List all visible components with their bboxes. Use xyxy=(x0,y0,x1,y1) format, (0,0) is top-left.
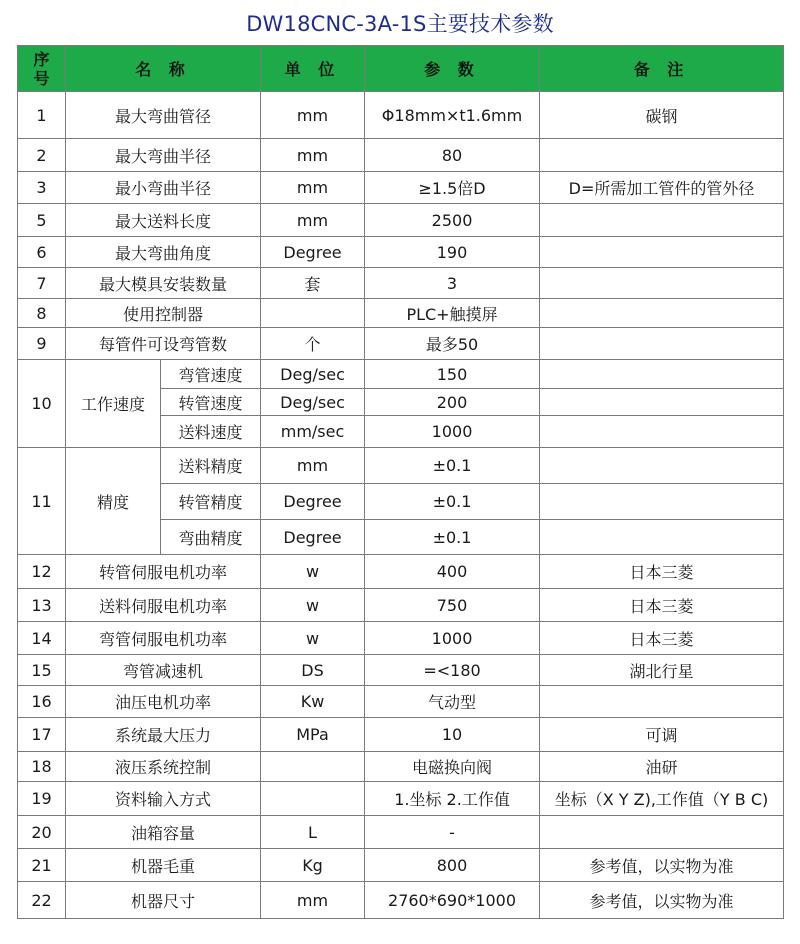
table-row xyxy=(18,752,784,782)
page-title: DW18CNC-3A-1S主要技术参数 xyxy=(246,12,554,36)
row-name: 机器尺寸 xyxy=(66,882,261,919)
row-no: 13 xyxy=(18,589,66,622)
row-name: 机器毛重 xyxy=(66,849,261,882)
row-name: 转管伺服电机功率 xyxy=(66,555,261,589)
row-name: 油压电机功率 xyxy=(66,686,261,718)
row-name: 最小弯曲半径 xyxy=(66,172,261,204)
row-no: 14 xyxy=(18,622,66,655)
header-name: 名 称 xyxy=(66,46,261,92)
table-row xyxy=(18,882,784,919)
sub-name: 送料速度 xyxy=(161,416,261,448)
row-unit: mm xyxy=(261,92,365,139)
row-unit: mm xyxy=(261,172,365,204)
row-unit: 套 xyxy=(261,268,365,299)
row-name: 最大送料长度 xyxy=(66,204,261,237)
table-row xyxy=(18,237,784,268)
sub-remark xyxy=(540,360,784,389)
sub-param: 150 xyxy=(365,360,540,389)
row-unit: w xyxy=(261,622,365,655)
table-row xyxy=(18,718,784,752)
row-unit xyxy=(261,299,365,328)
row-name: 最大模具安装数量 xyxy=(66,268,261,299)
sub-remark xyxy=(540,416,784,448)
row-remark: 日本三菱 xyxy=(540,589,784,622)
row-remark: D=所需加工管件的管外径 xyxy=(540,172,784,204)
row-unit: DS xyxy=(261,655,365,686)
sub-unit: Deg/sec xyxy=(261,389,365,416)
row-no: 3 xyxy=(18,172,66,204)
row-param: 1.坐标 2.工作值 xyxy=(365,782,540,816)
row-param: =<180 xyxy=(365,655,540,686)
row-remark xyxy=(540,204,784,237)
group-label: 精度 xyxy=(66,448,161,555)
table-row xyxy=(18,360,784,389)
row-no: 19 xyxy=(18,782,66,816)
row-remark xyxy=(540,299,784,328)
row-unit: mm xyxy=(261,139,365,172)
row-unit xyxy=(261,782,365,816)
sub-param: ±0.1 xyxy=(365,448,540,484)
row-unit: Kw xyxy=(261,686,365,718)
row-unit xyxy=(261,752,365,782)
row-param: 80 xyxy=(365,139,540,172)
table-row xyxy=(18,299,784,328)
row-remark xyxy=(540,268,784,299)
row-name: 送料伺服电机功率 xyxy=(66,589,261,622)
sub-remark xyxy=(540,520,784,555)
sub-name: 转管速度 xyxy=(161,389,261,416)
table-row xyxy=(18,589,784,622)
row-name: 最大弯曲角度 xyxy=(66,237,261,268)
sub-name: 送料精度 xyxy=(161,448,261,484)
row-name: 最大弯曲管径 xyxy=(66,92,261,139)
sub-param: ±0.1 xyxy=(365,484,540,520)
row-param: 气动型 xyxy=(365,686,540,718)
row-remark: 碳钢 xyxy=(540,92,784,139)
row-name: 弯管减速机 xyxy=(66,655,261,686)
header-seq-top: 序 xyxy=(33,49,50,69)
row-unit: mm xyxy=(261,204,365,237)
table-row xyxy=(18,555,784,589)
table-row xyxy=(18,816,784,849)
sub-name: 转管精度 xyxy=(161,484,261,520)
sub-unit: Degree xyxy=(261,520,365,555)
row-remark xyxy=(540,237,784,268)
table-row xyxy=(18,849,784,882)
sub-param: 200 xyxy=(365,389,540,416)
row-remark xyxy=(540,139,784,172)
row-unit: 个 xyxy=(261,328,365,360)
sub-unit: mm/sec xyxy=(261,416,365,448)
row-remark: 参考值，以实物为准 xyxy=(540,849,784,882)
row-remark: 湖北行星 xyxy=(540,655,784,686)
row-param: 10 xyxy=(365,718,540,752)
row-no: 1 xyxy=(18,92,66,139)
row-param: 2500 xyxy=(365,204,540,237)
row-param: 750 xyxy=(365,589,540,622)
row-no: 22 xyxy=(18,882,66,919)
sub-remark xyxy=(540,448,784,484)
row-no: 21 xyxy=(18,849,66,882)
row-no: 9 xyxy=(18,328,66,360)
row-no: 5 xyxy=(18,204,66,237)
row-remark xyxy=(540,686,784,718)
sub-param: ±0.1 xyxy=(365,520,540,555)
row-param: 800 xyxy=(365,849,540,882)
row-remark: 油研 xyxy=(540,752,784,782)
table-row xyxy=(18,448,784,484)
table-row xyxy=(18,172,784,204)
row-param: 2760*690*1000 xyxy=(365,882,540,919)
header-remark: 备 注 xyxy=(540,46,784,92)
sub-remark xyxy=(540,389,784,416)
row-remark: 可调 xyxy=(540,718,784,752)
row-remark: 坐标（X Y Z),工作值（Y B C) xyxy=(540,782,784,816)
row-unit: L xyxy=(261,816,365,849)
row-name: 资料输入方式 xyxy=(66,782,261,816)
row-unit: Kg xyxy=(261,849,365,882)
row-unit: w xyxy=(261,589,365,622)
row-param: 190 xyxy=(365,237,540,268)
group-label: 工作速度 xyxy=(66,360,161,448)
sub-param: 1000 xyxy=(365,416,540,448)
row-name: 液压系统控制 xyxy=(66,752,261,782)
row-no: 15 xyxy=(18,655,66,686)
row-name: 使用控制器 xyxy=(66,299,261,328)
row-param: 最多50 xyxy=(365,328,540,360)
row-unit: mm xyxy=(261,882,365,919)
group-no: 10 xyxy=(18,360,66,448)
sub-name: 弯管速度 xyxy=(161,360,261,389)
header-row xyxy=(18,46,784,92)
row-no: 18 xyxy=(18,752,66,782)
row-no: 2 xyxy=(18,139,66,172)
table-row xyxy=(18,204,784,237)
sub-unit: mm xyxy=(261,448,365,484)
row-param: 3 xyxy=(365,268,540,299)
row-no: 17 xyxy=(18,718,66,752)
row-param: PLC+触摸屏 xyxy=(365,299,540,328)
header-seq-bottom: 号 xyxy=(33,68,50,88)
row-param: - xyxy=(365,816,540,849)
table-row xyxy=(18,268,784,299)
header-param: 参 数 xyxy=(365,46,540,92)
header-seq xyxy=(18,46,66,92)
sub-unit: Degree xyxy=(261,484,365,520)
group-no: 11 xyxy=(18,448,66,555)
row-remark xyxy=(540,328,784,360)
row-no: 20 xyxy=(18,816,66,849)
row-remark xyxy=(540,816,784,849)
row-name: 每管件可设弯管数 xyxy=(66,328,261,360)
row-unit: w xyxy=(261,555,365,589)
row-name: 最大弯曲半径 xyxy=(66,139,261,172)
row-no: 8 xyxy=(18,299,66,328)
row-name: 弯管伺服电机功率 xyxy=(66,622,261,655)
row-no: 7 xyxy=(18,268,66,299)
sub-remark xyxy=(540,484,784,520)
header-unit: 单 位 xyxy=(261,46,365,92)
row-no: 16 xyxy=(18,686,66,718)
row-param: 电磁换向阀 xyxy=(365,752,540,782)
row-param: ≥1.5倍D xyxy=(365,172,540,204)
row-remark: 日本三菱 xyxy=(540,555,784,589)
sub-name: 弯曲精度 xyxy=(161,520,261,555)
row-param: 1000 xyxy=(365,622,540,655)
table-row xyxy=(18,328,784,360)
table-row xyxy=(18,686,784,718)
row-remark: 日本三菱 xyxy=(540,622,784,655)
row-param: 400 xyxy=(365,555,540,589)
row-no: 6 xyxy=(18,237,66,268)
row-unit: MPa xyxy=(261,718,365,752)
sub-unit: Deg/sec xyxy=(261,360,365,389)
row-name: 系统最大压力 xyxy=(66,718,261,752)
row-param: Φ18mm×t1.6mm xyxy=(365,92,540,139)
table-row xyxy=(18,139,784,172)
row-name: 油箱容量 xyxy=(66,816,261,849)
row-no: 12 xyxy=(18,555,66,589)
row-unit: Degree xyxy=(261,237,365,268)
table-row xyxy=(18,782,784,816)
row-remark: 参考值，以实物为准 xyxy=(540,882,784,919)
spec-table xyxy=(17,45,784,919)
table-row xyxy=(18,92,784,139)
table-row xyxy=(18,655,784,686)
table-row xyxy=(18,622,784,655)
